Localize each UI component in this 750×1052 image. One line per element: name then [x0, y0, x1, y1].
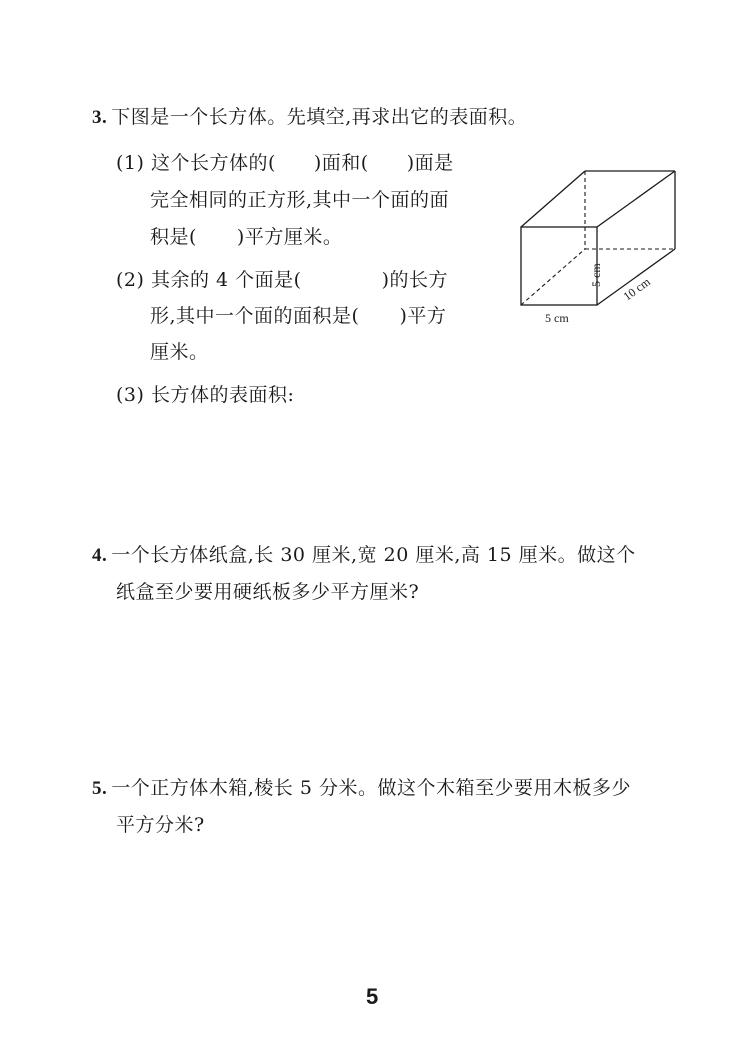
- part-label: (2): [116, 269, 145, 291]
- page-number: 5: [366, 984, 379, 1009]
- question-3-stem: [92, 108, 527, 127]
- depth-label: 10 cm: [620, 274, 653, 304]
- text: 这个长方体的(: [150, 152, 276, 174]
- question-number: 3.: [92, 107, 108, 128]
- question-text: 一个正方体木箱,棱长 5 分米。做这个木箱至少要用木板多少: [111, 777, 631, 799]
- part-label: (1): [116, 152, 145, 174]
- cuboid-edge: [597, 171, 675, 227]
- question-5-line2: 平方分米?: [116, 814, 205, 836]
- part-label: (3): [116, 384, 145, 406]
- q3-part2-line2: [150, 307, 446, 326]
- question-4-line1: [92, 546, 636, 565]
- question-number: 5.: [92, 778, 108, 799]
- cuboid-hidden-edge: [521, 249, 585, 305]
- cuboid-front-face: [521, 227, 597, 305]
- question-5-line1: [92, 779, 631, 798]
- height-label: 5 cm: [589, 263, 603, 287]
- question-number: 4.: [92, 545, 108, 566]
- text: )面是: [406, 152, 454, 174]
- text: 积是(: [150, 226, 197, 248]
- q3-part1-line1: [116, 154, 454, 173]
- text: 形,其中一个面的面积是(: [150, 305, 360, 327]
- q3-part3: [116, 386, 294, 405]
- q3-part2-line1: [116, 271, 448, 290]
- question-4-line2: 纸盒至少要用硬纸板多少平方厘米?: [116, 581, 420, 603]
- width-label: 5 cm: [545, 311, 569, 325]
- q3-part2-line3: 厘米。: [150, 341, 209, 363]
- q3-part1-line2: 完全相同的正方形,其中一个面的面: [150, 189, 450, 211]
- question-text: 下图是一个长方体。先填空,再求出它的表面积。: [111, 106, 528, 128]
- text: 其余的 4 个面是(: [150, 269, 302, 291]
- cuboid-edge: [521, 171, 585, 227]
- text: )平方厘米。: [236, 226, 343, 248]
- q3-part1-line3: [150, 228, 342, 247]
- cuboid-figure: [505, 160, 685, 330]
- text: )的长方: [381, 269, 448, 291]
- text: )面和(: [313, 152, 369, 174]
- text: )平方: [399, 305, 447, 327]
- text: 长方体的表面积:: [150, 384, 295, 406]
- question-text: 一个长方体纸盒,长 30 厘米,宽 20 厘米,高 15 厘米。做这个: [111, 544, 636, 566]
